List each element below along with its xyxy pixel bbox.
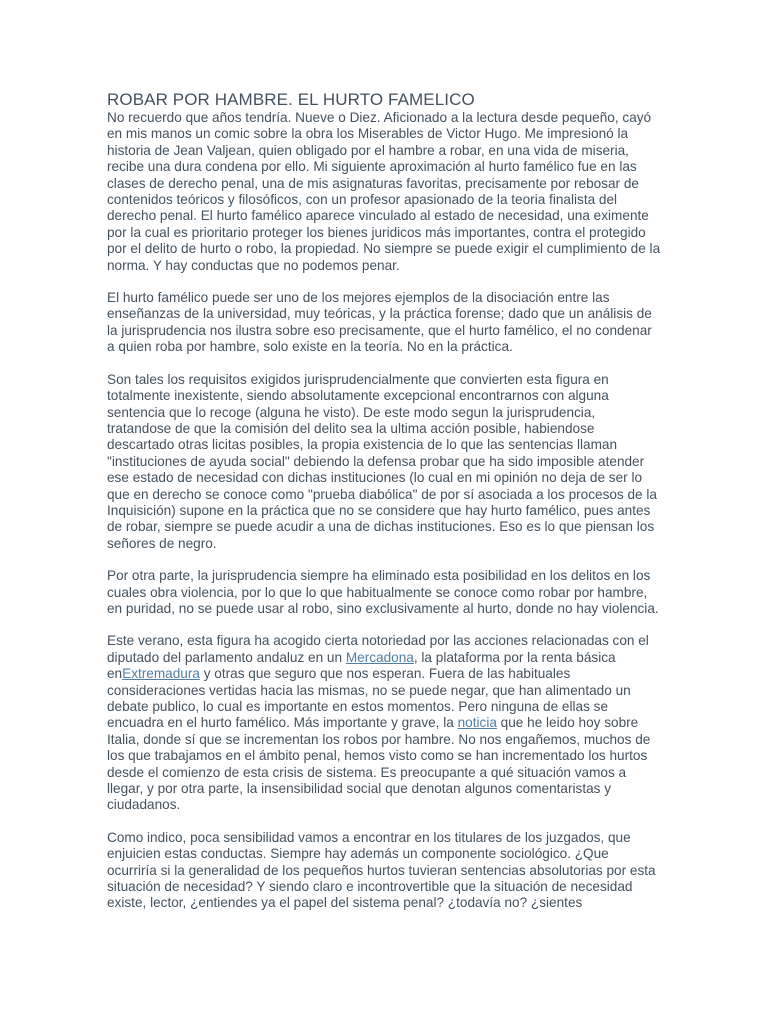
document-title: ROBAR POR HAMBRE. EL HURTO FAMELICO xyxy=(107,90,475,109)
paragraph-5-text-2: , la plataforma por la renta básica en xyxy=(107,649,616,682)
paragraph-5 xyxy=(107,633,662,813)
document-page xyxy=(107,90,662,928)
mercadona-link[interactable]: Mercadona xyxy=(345,649,414,665)
paragraph-6: Como indico, poca sensibilidad vamos a encontrar en los titulares de los juzgados, que enjuicien estas conductas. Siempre hay además un componente sociológico. ¿Que ocurriría si la generalidad de los pequeños hurtos tuvieran sentencias absolutorias por esta situación de necesidad? Y siendo claro e incontrovertible que la situación de necesidad existe, lector, ¿entiendes ya el papel del sistema penal? ¿todavía no? ¿sientes xyxy=(107,829,656,911)
paragraph-1: No recuerdo que años tendría. Nueve o Diez. Aficionado a la lectura desde pequeño, cayó en mis manos un comic sobre la obra los Miserables de Victor Hugo. Me impresionó la historia de Jean Valjean, quien obligado por el hambre a robar, en una vida de miseria, recibe una dura condena por ello. Mi siguiente aproximación al hurto famélico fue en las clases de derecho penal, una de mis asignaturas favoritas, precisamente por rebosar de contenidos teóricos y filosóficos, con un profesor apasionado de la teoria finalista del derecho penal. El hurto famélico aparece vinculado al estado de necesidad, una eximente por la cual es prioritario proteger los bienes juridicos más importantes, contra el protegido por el delito de hurto o robo, la propiedad. No siempre se puede exigir el cumplimiento de la norma. Y hay conductas que no podemos penar. xyxy=(107,110,661,273)
paragraph-5-text-1: Este verano, esta figura ha acogido cierta notoriedad por las acciones relacionadas con el diputado del parlamento andaluz en un xyxy=(107,633,649,665)
extremadura-link[interactable]: Extremadura xyxy=(122,666,200,682)
paragraph-5-text-3: y otras que seguro que nos esperan. Fuera de las habituales consideraciones vertidas hacia las mismas, no se puede negar, que han alimentado un debate publico, lo cual es importante en estos momentos. Pero ninguna de ellas se encuadra en el hurto famélico. Más importante y grave, la xyxy=(107,666,631,731)
paragraph-2: El hurto famélico puede ser uno de los mejores ejemplos de la disociación entre las enseñanzas de la universidad, muy teóricas, y la práctica forense; dado que un análisis de la jurisprudencia nos ilustra sobre eso precisamente, que el hurto famélico, el no condenar a quien roba por hambre, solo existe en la teoría. No en la práctica. xyxy=(107,290,652,355)
paragraph-4: Por otra parte, la jurisprudencia siempre ha eliminado esta posibilidad en los delitos en los cuales obra violencia, por lo que lo que habitualmente se conoce como robar por hambre, en puridad, no se puede usar al robo, sino exclusivamente al hurto, donde no hay violencia. xyxy=(107,568,659,616)
paragraph-5-text-4: que he leido hoy sobre Italia, donde sí que se incrementan los robos por hambre. No nos engañemos, muchos de los que trabajamos en el ámbito penal, hemos visto como se han incrementado los hurtos desde el comienzo de esta crisis de sistema. Es preocupante a qué situación vamos a llegar, y por otra parte, la insensibilidad social que denotan algunos comentaristas y ciudadanos. xyxy=(107,715,651,813)
noticia-link[interactable]: noticia xyxy=(457,715,497,731)
paragraph-3: Son tales los requisitos exigidos jurisprudencialmente que convierten esta figura en totalmente inexistente, siendo absolutamente excepcional encontrarnos con alguna sentencia que lo recoge (alguna he visto). De este modo segun la jurisprudencia, tratandose de que la comisión del delito sea la ultima acción posible, habiendose descartado otras licitas posibles, la propia existencia de lo que las sentencias llaman "instituciones de ayuda social" debiendo la defensa probar que ha sido imposible atender ese estado de necesidad con dichas instituciones (lo cual en mi opinión no deja de ser lo que en derecho se conoce como "prueba diabólica" de por sí asociada a los procesos de la Inquisición) supone en la práctica que no se considere que hay hurto famélico, pues antes de robar, siempre se puede acudir a una de dichas instituciones. Eso es lo que piensan los señores de negro. xyxy=(107,371,657,551)
